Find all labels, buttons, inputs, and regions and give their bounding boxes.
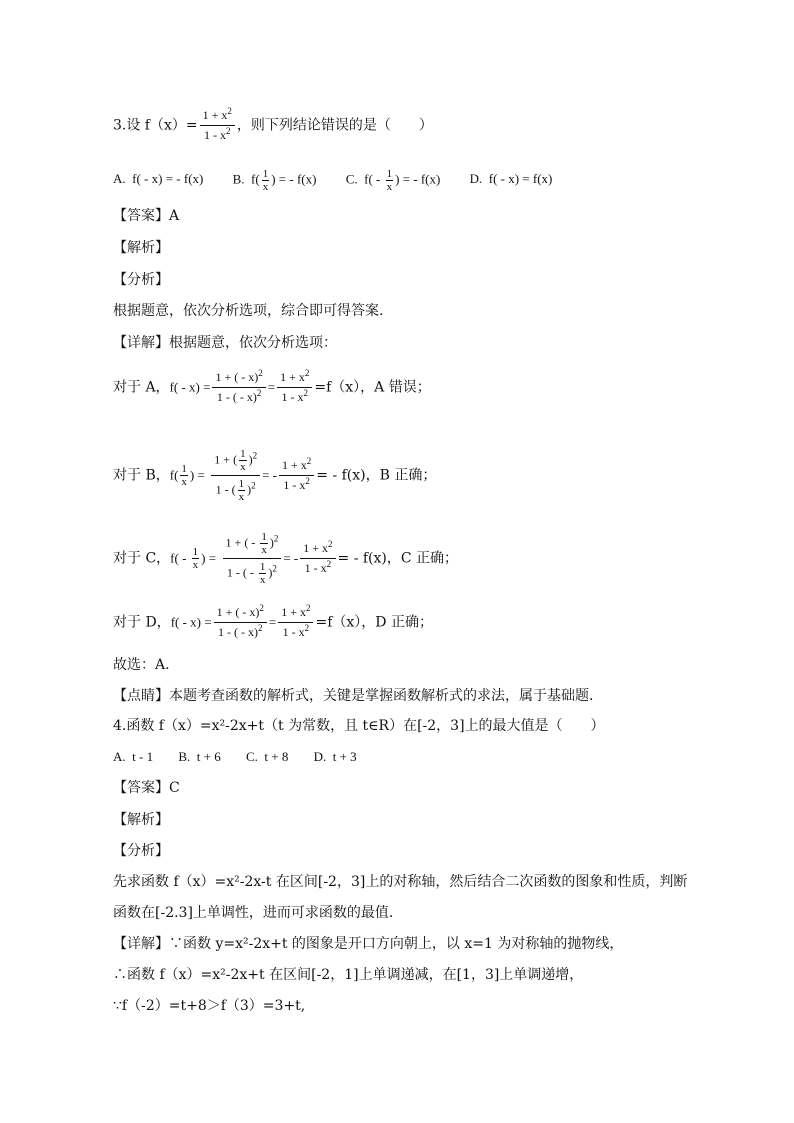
case-n2: 1 + x <box>303 541 329 555</box>
option-text: f( - x) = f(x) <box>488 171 553 187</box>
case-lhs-pre: f( <box>169 467 179 483</box>
case-prefix: 对于 D， <box>113 614 171 631</box>
q4-option-b <box>178 747 220 767</box>
case-frac-2: $\frac{1 + x^2}{1 - x^2}$ <box>277 370 312 405</box>
case-lhs: f( - x) = <box>169 379 211 395</box>
option-fraction <box>262 168 270 193</box>
case-mid: = - <box>283 550 299 566</box>
case-big-frac: 1 + ( - $\frac{1}{x}$ )$^2$ 1 - ( - $\frac{1}{x}$ )$^2$ <box>223 531 282 586</box>
case-lhs-pre: f( - <box>170 550 190 566</box>
q3-fenxi-text: 根据题意，依次分析选项，综合即可得答案. <box>113 303 384 319</box>
q3-options <box>113 168 578 193</box>
q3-review: 【点睛】本题考查函数的解析式，关键是掌握函数解析式的求法，属于基础题. <box>113 688 594 704</box>
option-label: A. <box>113 749 126 764</box>
case-lhs-post: ) = <box>201 550 217 566</box>
option-num: 1 <box>386 168 393 180</box>
option-fraction <box>386 168 394 193</box>
case-frac-2: $\frac{1 + x^2}{1 - x^2}$ <box>300 541 335 576</box>
option-pre: f( - <box>364 171 384 187</box>
case-suffix: =f（x），D 正确； <box>315 614 433 631</box>
case-d1: 1 - ( - x) <box>217 625 258 639</box>
case-d1: 1 - ( - x) <box>216 390 257 404</box>
q3-case-a <box>113 370 431 405</box>
q4-fenxi-line1: 先求函数 f（x）=x²-2x-t 在区间[-2，3]上的对称轴，然后结合二次函数的图象和性质，判断 <box>113 874 688 890</box>
case-n2: 1 + x <box>281 605 306 619</box>
q3-stem <box>113 108 433 143</box>
q4-detail-line2: ∴函数 f（x）=x²-2x+t 在区间[-2，1]上单调递减，在[1，3]上单调递增， <box>113 967 584 983</box>
case-frac-2: $\frac{1 + x^2}{1 - x^2}$ <box>278 605 313 640</box>
q4-fenxi-heading: 【分析】 <box>113 843 169 859</box>
case-eq: = <box>267 379 276 395</box>
option-text: t + 6 <box>196 749 221 764</box>
q3-option-d <box>470 169 553 189</box>
option-label: D. <box>313 749 327 764</box>
option-label: A. <box>113 171 126 187</box>
case-n2: 1 + x <box>281 458 307 472</box>
option-post: ) = - f(x) <box>395 171 441 187</box>
q3-case-b <box>113 448 436 503</box>
case-lhs: f( - x) = <box>170 614 212 630</box>
q4-detail-line1: 【详解】∵函数 y=x²-2x+t 的图象是开口方向朝上，以 x=1 为对称轴的抛物线， <box>113 936 624 952</box>
case-suffix: = - f(x)，B 正确； <box>316 467 437 484</box>
q4-option-c <box>246 747 288 767</box>
q3-frac-den: 1 - x <box>204 128 227 142</box>
case-n1: 1 + ( - x) <box>215 370 259 384</box>
option-text: t + 8 <box>264 749 289 764</box>
case-lhs-den: x <box>192 559 199 571</box>
q4-option-a <box>113 747 153 767</box>
q4-analysis-heading: 【解析】 <box>113 812 169 828</box>
case-prefix: 对于 A， <box>113 379 170 396</box>
q3-option-b <box>233 168 317 193</box>
case-suffix: =f（x），A 错误； <box>314 379 431 396</box>
option-den: x <box>262 181 269 193</box>
q4-options <box>113 747 383 767</box>
case-d2: 1 - x <box>281 390 304 404</box>
option-label: C. <box>345 171 358 187</box>
option-text: f( - x) = - f(x) <box>132 171 204 187</box>
option-label: B. <box>232 171 245 187</box>
q3-case-d <box>113 605 433 640</box>
q3-option-a <box>113 169 203 189</box>
q3-frac-num: 1 + x <box>202 108 228 122</box>
case-d2: 1 - x <box>304 561 327 575</box>
q3-choose: 故选：A. <box>113 657 170 673</box>
case-eq: = <box>268 614 277 630</box>
q4-fenxi-line2: 函数在[-2.3]上单调性，进而可求函数的最值. <box>113 905 394 921</box>
case-d2: 1 - x <box>282 625 305 639</box>
case-d2: 1 - x <box>283 478 306 492</box>
q4-detail-line3: ∵f（-2）=t+8＞f（3）=3+t, <box>113 998 306 1014</box>
option-text: t + 3 <box>332 749 357 764</box>
option-den: x <box>386 181 393 193</box>
q3-fenxi-heading: 【分析】 <box>113 272 169 288</box>
option-text: t - 1 <box>132 749 154 764</box>
case-frac-1: $\frac{1 + ( - x)^2}{1 - ( - x)^2}$ <box>212 370 265 405</box>
q3-option-c <box>346 168 441 193</box>
case-mid: = - <box>262 467 277 483</box>
case-big-frac: 1 + ( $\frac{1}{x}$ )$^2$ 1 - ( $\frac{1}{x}$ )$^2$ <box>211 448 260 503</box>
option-label: C. <box>245 749 258 764</box>
case-lhs-post: ) = <box>189 467 205 483</box>
case-prefix: 对于 B， <box>113 467 170 484</box>
case-n1: 1 + ( - x) <box>216 605 260 619</box>
case-lhs-den: x <box>181 476 187 488</box>
case-n2: 1 + x <box>280 370 305 384</box>
case-suffix: = - f(x)，C 正确； <box>337 550 459 567</box>
q3-suffix: ，则下列结论错误的是（ ） <box>236 117 433 134</box>
option-label: B. <box>178 749 191 764</box>
option-post: ) = - f(x) <box>271 171 317 187</box>
case-lhs-frac <box>192 546 200 571</box>
q3-case-c <box>113 531 458 586</box>
q4-answer: 【答案】C <box>113 780 180 796</box>
q3-analysis-heading: 【解析】 <box>113 240 169 256</box>
case-frac-2: $\frac{1 + x^2}{1 - x^2}$ <box>279 458 314 493</box>
q3-detail-heading: 【详解】根据题意，依次分析选项： <box>113 335 337 351</box>
q3-answer: 【答案】A <box>113 208 180 224</box>
q3-fraction: $\frac{1 + x^2}{1 - x^2}$ <box>200 108 235 143</box>
option-num: 1 <box>262 168 269 180</box>
option-label: D. <box>469 171 483 187</box>
case-lhs-num: 1 <box>192 546 199 558</box>
option-pre: f( <box>251 171 260 187</box>
case-lhs-frac <box>180 463 188 488</box>
q4-option-d <box>314 747 357 767</box>
case-lhs-num: 1 <box>181 463 187 475</box>
q4-stem: 4.函数 f（x）=x²-2x+t（t 为常数，且 t∈R）在[-2，3]上的最大值是（ ） <box>113 718 605 734</box>
case-prefix: 对于 C， <box>113 550 171 567</box>
q3-prefix: 3.设 f（x）= <box>113 117 198 134</box>
case-frac-1: $\frac{1 + ( - x)^2}{1 - ( - x)^2}$ <box>214 605 267 640</box>
